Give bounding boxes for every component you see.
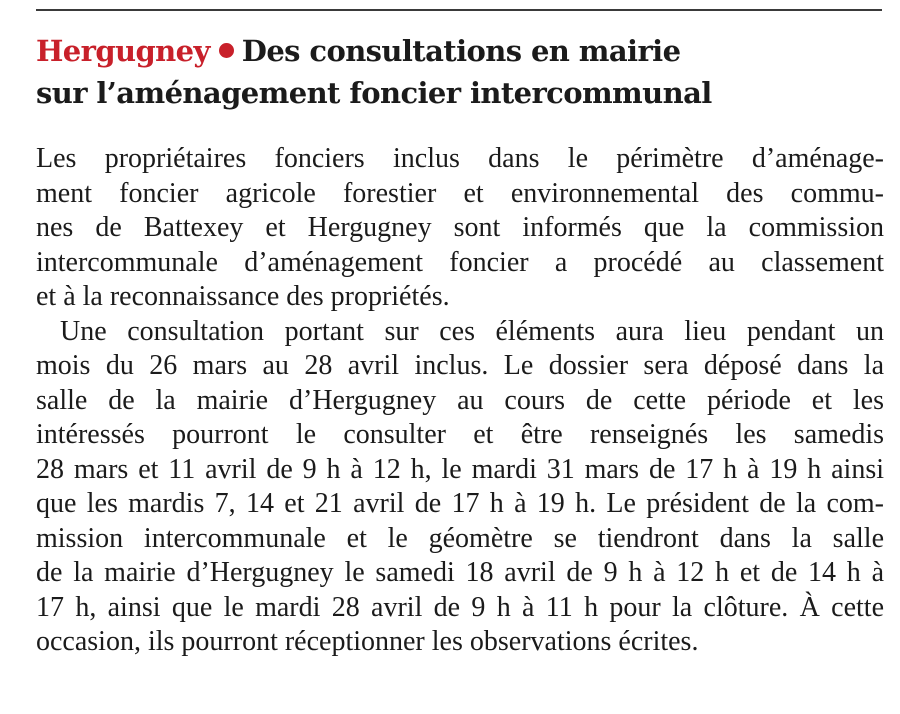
headline-title-line1: Des consultations en mairie	[241, 34, 681, 68]
paragraph-2	[36, 315, 884, 660]
article-headline	[36, 30, 886, 114]
body-line: 28 mars et 11 avril de 9 h à 12 h, le mardi 31 mars de 17 h à 19 h ainsi	[36, 453, 884, 485]
body-line: nes de Battexey et Hergugney sont informés que la commission	[36, 212, 884, 243]
article-body	[36, 142, 884, 660]
body-line: Les propriétaires fonciers inclus dans le périmètre d’aménage-	[36, 143, 884, 174]
body-line: et à la reconnaissance des propriétés.	[36, 281, 450, 312]
body-line: 17 h, ainsi que le mardi 28 avril de 9 h à 11 h pour la clôture. À cette	[36, 591, 884, 623]
body-line: que les mardis 7, 14 et 21 avril de 17 h à 19 h. Le président de la com-	[36, 488, 884, 519]
headline-title-line2: sur l’aménagement foncier intercommunal	[36, 76, 712, 110]
body-line: intéressés pourront le consulter et être renseignés les samedis	[36, 419, 884, 450]
bullet-icon	[219, 43, 234, 58]
headline-place: Hergugney	[36, 34, 210, 68]
body-line: ment foncier agricole forestier et environnemental des commu-	[36, 177, 884, 209]
body-line: salle de la mairie d’Hergugney au cours de cette période et les	[36, 384, 884, 416]
body-line: Une consultation portant sur ces éléments aura lieu pendant un	[60, 315, 884, 347]
top-rule	[36, 9, 882, 11]
body-line: de la mairie d’Hergugney le samedi 18 avril de 9 h à 12 h et de 14 h à	[36, 557, 884, 588]
paragraph-1	[36, 142, 884, 315]
body-line: mission intercommunale et le géomètre se tiendront dans la salle	[36, 522, 884, 554]
body-line: occasion, ils pourront réceptionner les observations écrites.	[36, 626, 699, 657]
body-line: intercommunale d’aménagement foncier a procédé au classement	[36, 246, 884, 278]
body-line: mois du 26 mars au 28 avril inclus. Le dossier sera déposé dans la	[36, 350, 884, 381]
